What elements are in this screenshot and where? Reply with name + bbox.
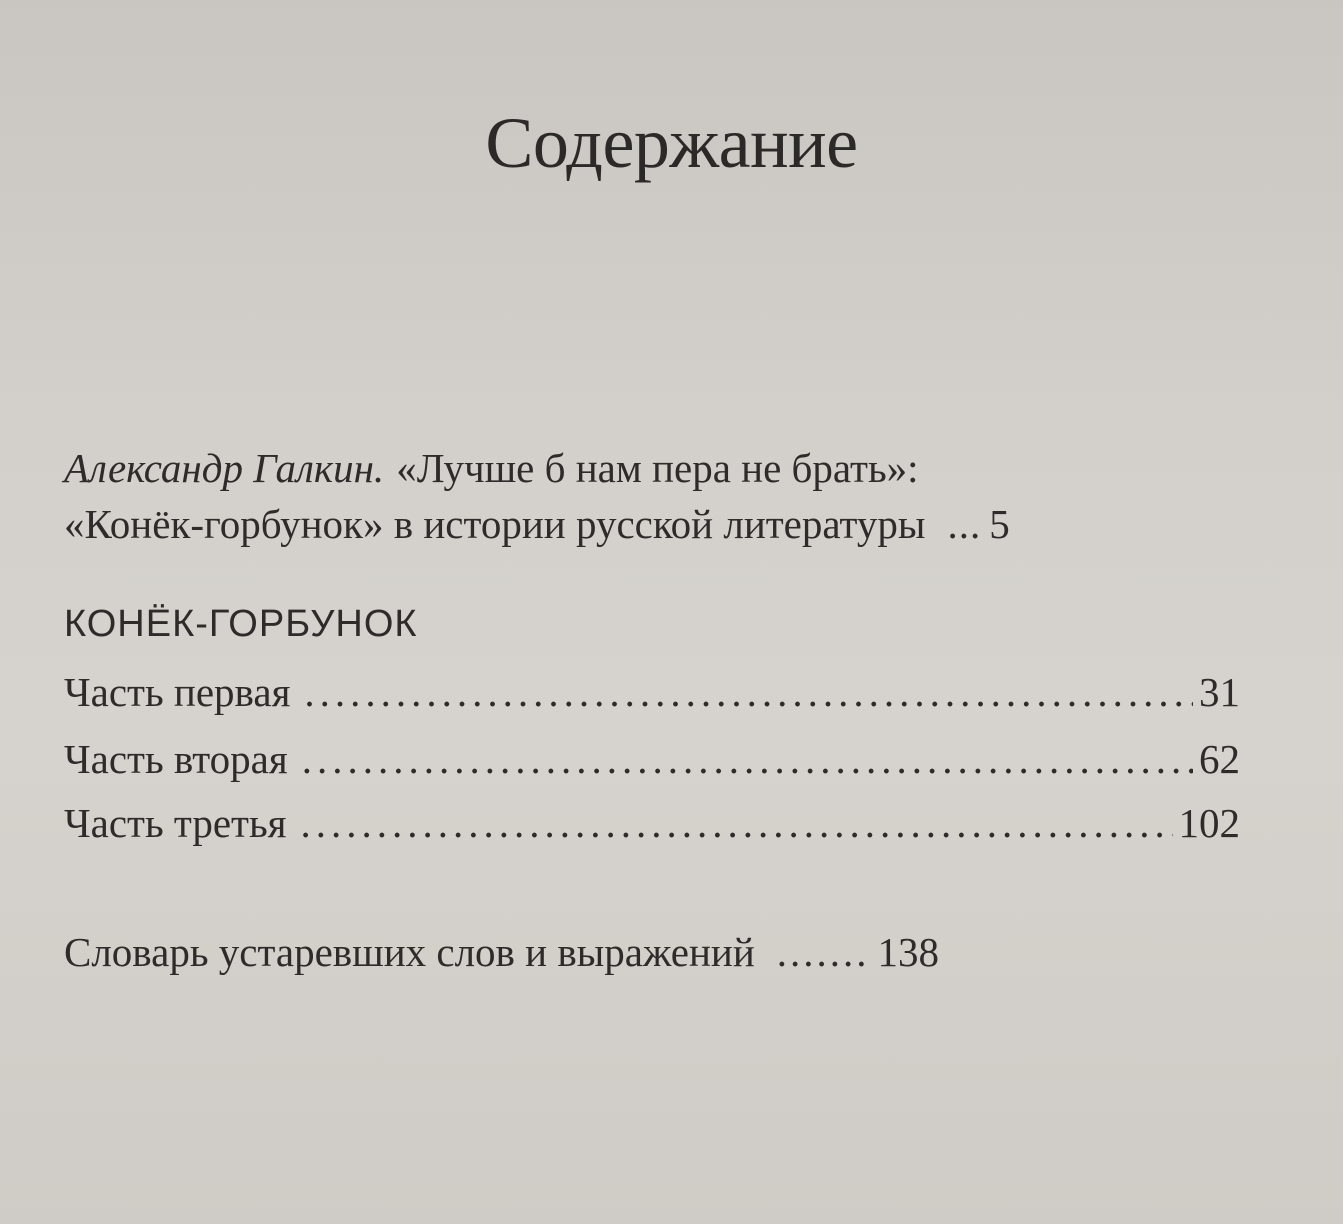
- part-2-page-number: 62: [1199, 736, 1240, 782]
- toc-entry-part-2: [64, 735, 1240, 783]
- glossary-label: Словарь устаревших слов и выражений: [64, 929, 755, 975]
- section-heading: КОНЁК-ГОРБУНОК: [64, 603, 418, 645]
- toc-entry-intro-line1: [64, 440, 1240, 496]
- intro-title-line2: «Конёк-горбунок» в истории русской литературы: [64, 501, 926, 547]
- part-1-page-number: 31: [1199, 669, 1240, 715]
- part-2-leader: [302, 735, 1193, 783]
- toc-entry-glossary: [64, 928, 1240, 976]
- intro-title-line1: «Лучше б нам пера не брать»:: [396, 445, 919, 491]
- intro-page-number: 5: [989, 501, 1010, 547]
- intro-author: Александр Галкин.: [64, 445, 385, 491]
- part-3-page-number: 102: [1178, 800, 1240, 846]
- glossary-leader: .......: [776, 929, 870, 975]
- toc-entry-part-3: [64, 799, 1240, 847]
- toc-entry-intro: [64, 440, 1240, 552]
- page-title: Содержание: [485, 103, 858, 183]
- glossary-page-number: 138: [877, 929, 940, 975]
- part-2-label: Часть вторая: [64, 736, 288, 782]
- toc-entry-part-1: [64, 668, 1240, 716]
- part-1-label: Часть первая: [64, 669, 291, 715]
- toc-entry-intro-line2: [64, 496, 1240, 552]
- part-3-leader: [301, 799, 1173, 847]
- part-3-label: Часть третья: [64, 800, 287, 846]
- part-1-leader: [304, 668, 1193, 716]
- intro-leader: ...: [947, 501, 982, 547]
